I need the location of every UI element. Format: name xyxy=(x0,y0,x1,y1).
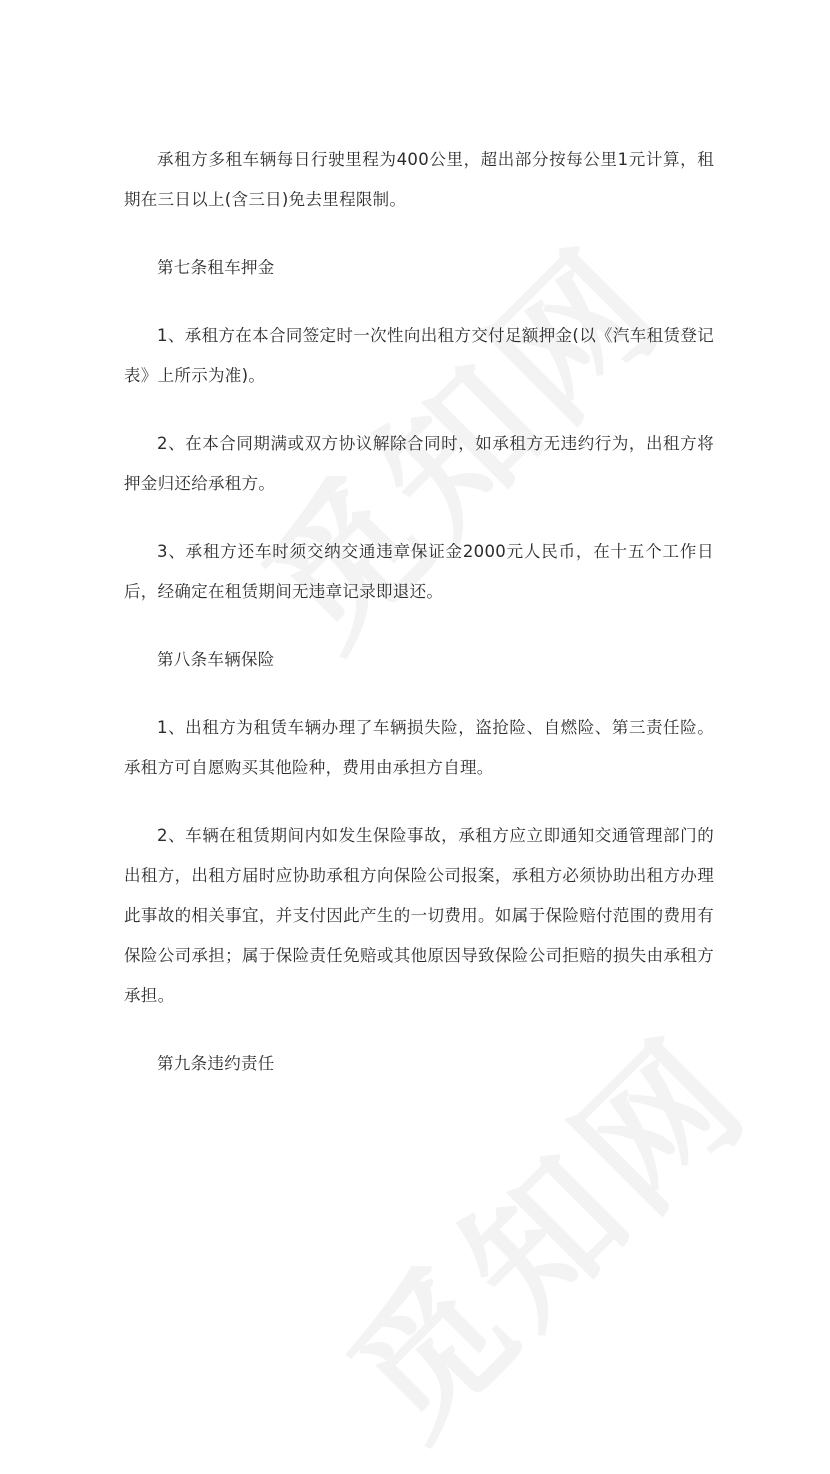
paragraph-insurance-2: 2、车辆在租赁期间内如发生保险事故，承租方应立即通知交通管理部门的出租方，出租方届时应协助承租方向保险公司报案，承租方必须协助出租方办理此事故的相关事宜，并支付因此产生的一切费用。如属于保险赔付范围的费用有保险公司承担；属于保险责任免赔或其他原因导致保险公司拒赔的损失由承租方承担。 xyxy=(124,826,714,1005)
paragraph-deposit-2: 2、在本合同期满或双方协议解除合同时，如承租方无违约行为，出租方将押金归还给承租方。 xyxy=(124,434,714,493)
paragraph-deposit-1: 1、承租方在本合同签定时一次性向出租方交付足额押金(以《汽车租赁登记表》上所示为准)。 xyxy=(124,326,714,385)
document-page xyxy=(124,140,714,1112)
heading-article-9-breach: 第九条违约责任 xyxy=(157,1054,275,1073)
heading-article-8-insurance: 第八条车辆保险 xyxy=(157,650,275,669)
paragraph-mileage-limit: 承租方多租车辆每日行驶里程为400公里，超出部分按每公里1元计算，租期在三日以上(含三日)免去里程限制。 xyxy=(124,150,714,209)
heading-article-7-deposit: 第七条租车押金 xyxy=(157,258,275,277)
paragraph-insurance-1: 1、出租方为租赁车辆办理了车辆损失险，盗抢险、自燃险、第三责任险。承租方可自愿购买其他险种，费用由承担方自理。 xyxy=(124,718,714,777)
paragraph-deposit-3: 3、承租方还车时须交纳交通违章保证金2000元人民币，在十五个工作日后，经确定在租赁期间无违章记录即退还。 xyxy=(124,542,714,601)
